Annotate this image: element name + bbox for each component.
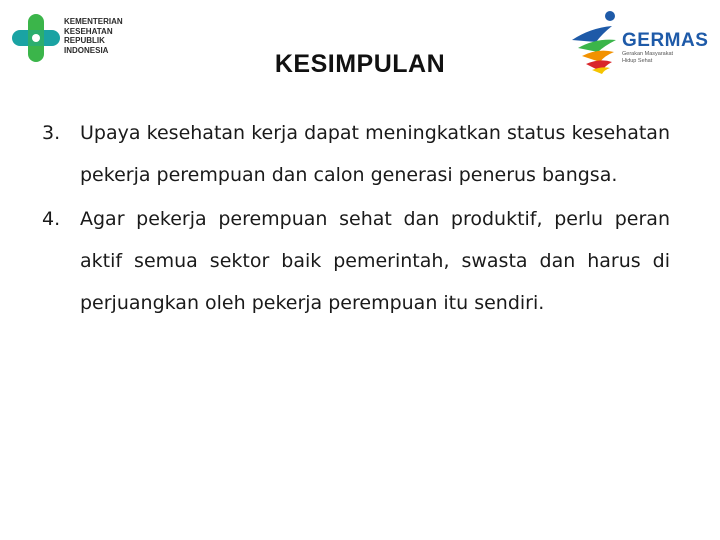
kemenkes-line: INDONESIA	[64, 45, 109, 55]
germas-tagline-line-2: Hidup Sehat	[622, 57, 653, 64]
list-item	[42, 198, 670, 324]
germas-tagline-line-1: Gerakan Masyarakat	[622, 51, 674, 57]
list-item	[42, 112, 670, 196]
list-item-text: Upaya kesehatan kerja dapat meningkatkan status kesehatan pekerja perempuan dan calon generasi penerus bangsa.	[80, 122, 670, 186]
germas-wordmark: GERMAS	[622, 30, 709, 51]
kemenkes-line: REPUBLIK	[64, 36, 105, 45]
kemenkes-line: KEMENTERIAN	[64, 17, 123, 26]
list-item-text: Agar pekerja perempuan sehat dan produktif, perlu peran aktif semua sektor baik pemerintah, swasta dan harus di perjuangkan oleh pekerja perempuan itu sendiri.	[80, 208, 670, 314]
conclusion-list	[42, 112, 670, 324]
list-item-number: 4.	[42, 208, 61, 230]
list-item-number: 3.	[42, 122, 61, 144]
slide-title: KESIMPULAN	[274, 50, 446, 78]
kemenkes-line: KESEHATAN	[64, 26, 113, 36]
